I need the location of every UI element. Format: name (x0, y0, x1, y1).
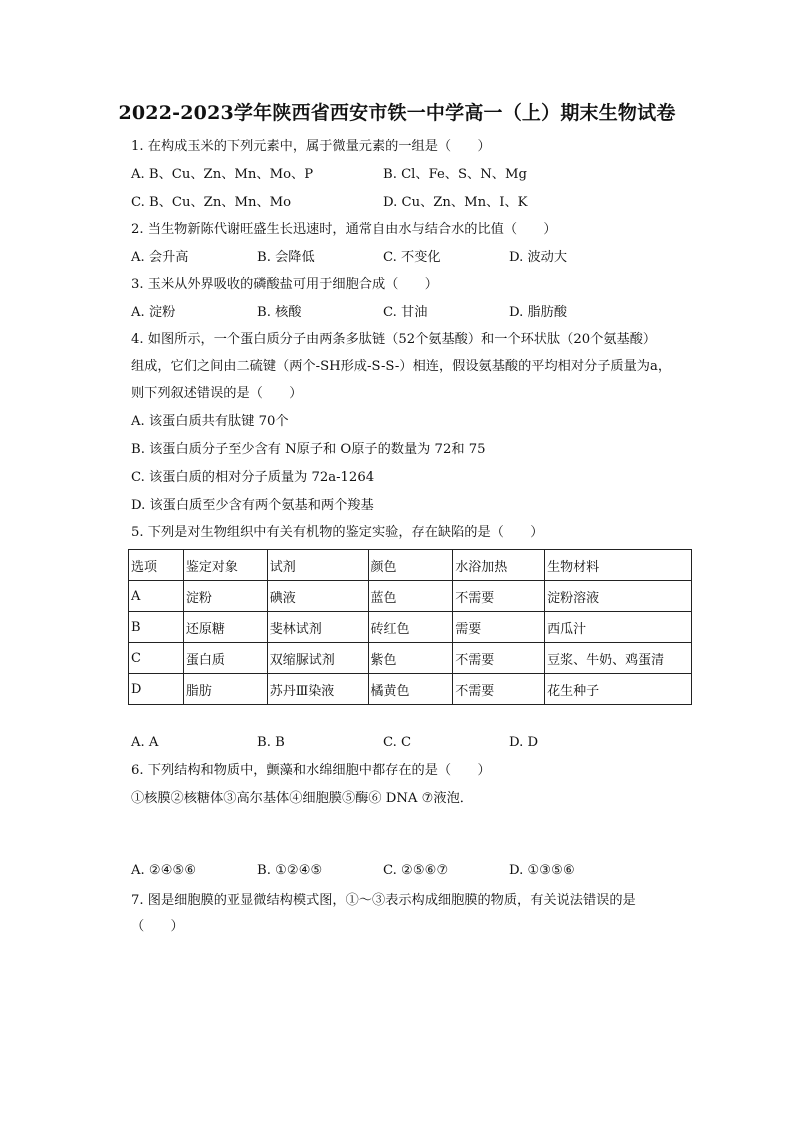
question-6-items: ①核膜②核糖体③高尔基体④细胞膜⑤酶⑥ DNA ⑦液泡． (131, 791, 473, 806)
table-header-row (129, 550, 692, 581)
q5-option-b: B. B (257, 735, 285, 750)
table-row (129, 612, 692, 643)
table-cell: 西瓜汁 (545, 612, 692, 643)
table-cell: 不需要 (453, 674, 545, 705)
q2-option-b: B. 会降低 (257, 250, 315, 265)
question-5-stem: 5. 下列是对生物组织中有关有机物的鉴定实验，存在缺陷的是（ ） (131, 525, 544, 540)
page-title: 2022-2023学年陕西省西安市铁一中学高一（上）期末生物试卷 (118, 102, 676, 124)
q3-option-a: A. 淀粉 (131, 305, 176, 320)
q3-option-c: C. 甘油 (383, 305, 428, 320)
table-cell: 蓝色 (368, 581, 453, 612)
table-cell: 淀粉溶液 (545, 581, 692, 612)
table-cell: 还原糖 (183, 612, 267, 643)
table-header-cell: 水浴加热 (453, 550, 545, 581)
table-cell: 不需要 (453, 581, 545, 612)
table-cell: B (129, 612, 184, 643)
question-7-stem-line-2: （ ） (131, 919, 184, 934)
table-header-cell: 试剂 (267, 550, 368, 581)
question-4-stem-line-2: 组成，它们之间由二硫键（两个-SH形成-S-S-）相连，假设氨基酸的平均相对分子质量为a， (131, 359, 672, 374)
question-7-stem: 7. 图是细胞膜的亚显微结构模式图，①～③表示构成细胞膜的物质，有关说法错误的是 (131, 893, 636, 908)
q4-option-c: C. 该蛋白质的相对分子质量为 72a-1264 (131, 470, 375, 485)
table-cell: 不需要 (453, 643, 545, 674)
question-2-options (131, 249, 691, 267)
q2-option-c: C. 不变化 (383, 250, 441, 265)
table-cell: D (129, 674, 184, 705)
q1-option-b: B. Cl、Fe、S、N、Mg (383, 167, 527, 182)
table-cell: 淀粉 (183, 581, 267, 612)
table-cell: 紫色 (368, 643, 453, 674)
table-header-cell: 生物材料 (545, 550, 692, 581)
question-4-stem-line-3: 则下列叙述错误的是（ ） (131, 386, 303, 401)
q5-option-d: D. D (509, 735, 539, 750)
question-5-options (131, 734, 691, 752)
question-4-stem-line-1: 4. 如图所示，一个蛋白质分子由两条多肽链（52个氨基酸）和一个环状肽（20个氨基酸） (131, 332, 657, 347)
q6-option-a: A. ②④⑤⑥ (131, 863, 197, 878)
table-header-cell: 选项 (129, 550, 184, 581)
table-cell: 花生种子 (545, 674, 692, 705)
q3-option-d: D. 脂肪酸 (509, 305, 568, 320)
identification-table (128, 549, 692, 705)
q1-option-c: C. B、Cu、Zn、Mn、Mo (131, 195, 292, 210)
table-row (129, 674, 692, 705)
table-cell: 橘黄色 (368, 674, 453, 705)
question-1-options-2 (131, 194, 691, 212)
q1-option-d: D. Cu、Zn、Mn、I、K (383, 195, 528, 210)
table-header-cell: 鉴定对象 (183, 550, 267, 581)
table-cell: C (129, 643, 184, 674)
table-cell: 脂肪 (183, 674, 267, 705)
question-6-options (131, 862, 691, 880)
table-cell: 豆浆、牛奶、鸡蛋清 (545, 643, 692, 674)
question-6-stem: 6. 下列结构和物质中，颤藻和水绵细胞中都存在的是（ ） (131, 763, 491, 778)
question-1-stem: 1. 在构成玉米的下列元素中，属于微量元素的一组是（ ） (131, 139, 491, 154)
question-1-options (131, 166, 691, 184)
q4-option-d: D. 该蛋白质至少含有两个氨基和两个羧基 (131, 498, 374, 513)
q4-option-b: B. 该蛋白质分子至少含有 N原子和 O原子的数量为 72和 75 (131, 442, 486, 457)
q3-option-b: B. 核酸 (257, 305, 302, 320)
table-cell: 蛋白质 (183, 643, 267, 674)
table-cell: 苏丹Ⅲ染液 (267, 674, 368, 705)
q2-option-a: A. 会升高 (131, 250, 189, 265)
q6-option-c: C. ②⑤⑥⑦ (383, 863, 449, 878)
question-3-options (131, 304, 691, 322)
table-cell: 需要 (453, 612, 545, 643)
table-row (129, 581, 692, 612)
table-cell: 碘液 (267, 581, 368, 612)
question-3-stem: 3. 玉米从外界吸收的磷酸盐可用于细胞合成（ ） (131, 277, 438, 292)
table-cell: 斐林试剂 (267, 612, 368, 643)
table-row (129, 643, 692, 674)
q5-option-c: C. C (383, 735, 412, 750)
q5-option-a: A. A (131, 735, 159, 750)
q2-option-d: D. 波动大 (509, 250, 568, 265)
question-2-stem: 2. 当生物新陈代谢旺盛生长迅速时，通常自由水与结合水的比值（ ） (131, 222, 557, 237)
q6-option-d: D. ①③⑤⑥ (509, 863, 575, 878)
q1-option-a: A. B、Cu、Zn、Mn、Mo、P (131, 167, 314, 182)
table-cell: A (129, 581, 184, 612)
table-header-cell: 颜色 (368, 550, 453, 581)
table-cell: 砖红色 (368, 612, 453, 643)
table-cell: 双缩脲试剂 (267, 643, 368, 674)
q4-option-a: A. 该蛋白质共有肽键 70个 (131, 414, 289, 429)
q6-option-b: B. ①②④⑤ (257, 863, 323, 878)
